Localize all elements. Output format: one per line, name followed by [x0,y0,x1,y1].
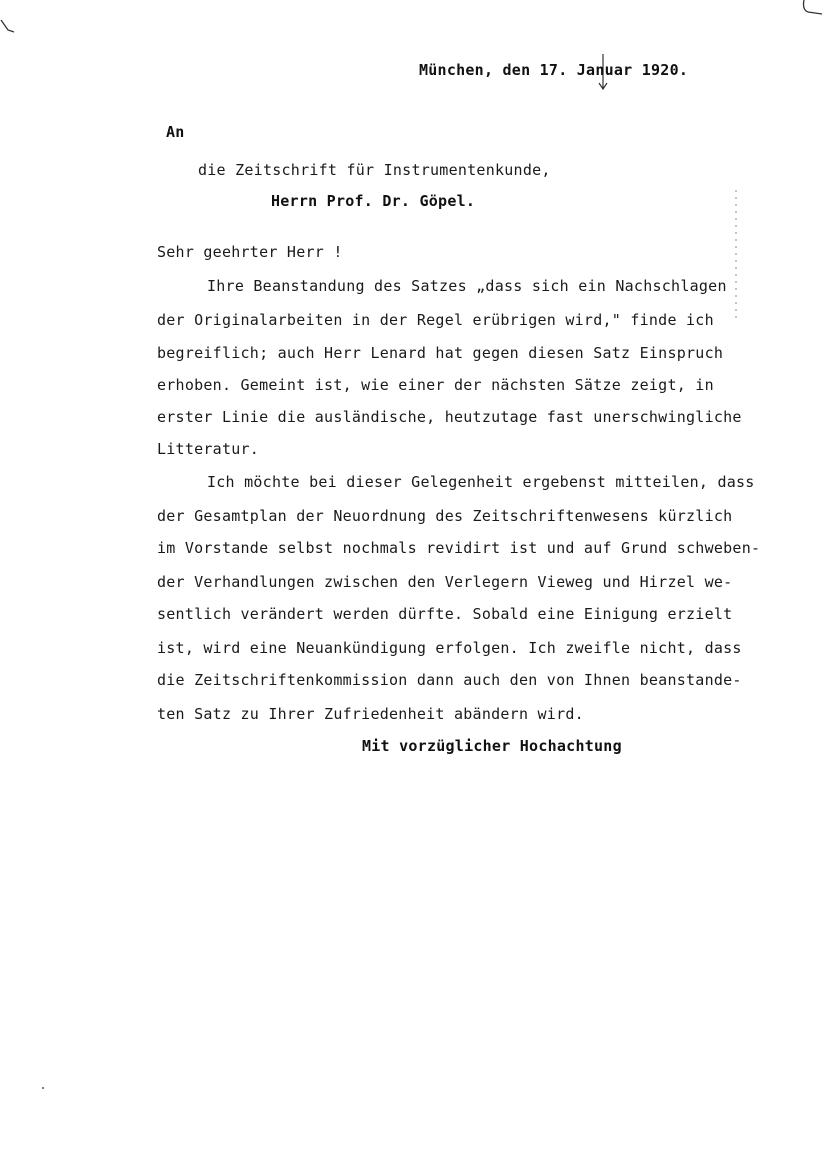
body-line: ist, wird eine Neuankündigung erfolgen. Ich zweifle nicht, dass [157,639,742,657]
body-line: erster Linie die ausländische, heutzutage fast unerschwingliche [157,408,742,426]
scan-speck [40,1085,46,1091]
scan-corner-mark-left [0,14,20,34]
recipient-line-2: Herrn Prof. Dr. Göpel. [271,192,476,210]
body-line: ten Satz zu Ihrer Zufriedenheit abändern wird. [157,705,584,723]
body-line: begreiflich; auch Herr Lenard hat gegen diesen Satz Einspruch [157,344,724,362]
body-line: Litteratur. [157,440,260,458]
recipient-line-1: die Zeitschrift für Instrumentenkunde, [198,161,551,179]
dateline: München, den 17. Januar 1920. [419,61,689,79]
body-line: Ich möchte bei dieser Gelegenheit ergebenst mitteilen, dass [207,473,755,491]
body-line: die Zeitschriftenkommission dann auch den von Ihnen beanstande- [157,671,742,689]
body-line: der Originalarbeiten in der Regel erübrigen wird," finde ich [157,311,714,329]
body-line: der Gesamtplan der Neuordnung des Zeitschriftenwesens kürzlich [157,507,733,525]
body-line: sentlich verändert werden dürfte. Sobald eine Einigung erzielt [157,605,733,623]
body-line: der Verhandlungen zwischen den Verlegern Vieweg und Hirzel we- [157,573,733,591]
closing: Mit vorzüglicher Hochachtung [362,737,622,755]
address-prefix: An [166,123,185,141]
margin-dotted-line [730,190,742,320]
body-line: erhoben. Gemeint ist, wie einer der nächsten Sätze zeigt, in [157,376,714,394]
scan-corner-mark-right [796,0,826,22]
body-line: Ihre Beanstandung des Satzes „dass sich ein Nachschlagen [207,277,727,295]
body-line: im Vorstande selbst nochmals revidirt ist und auf Grund schweben- [157,539,761,557]
greeting: Sehr geehrter Herr ! [157,243,343,261]
